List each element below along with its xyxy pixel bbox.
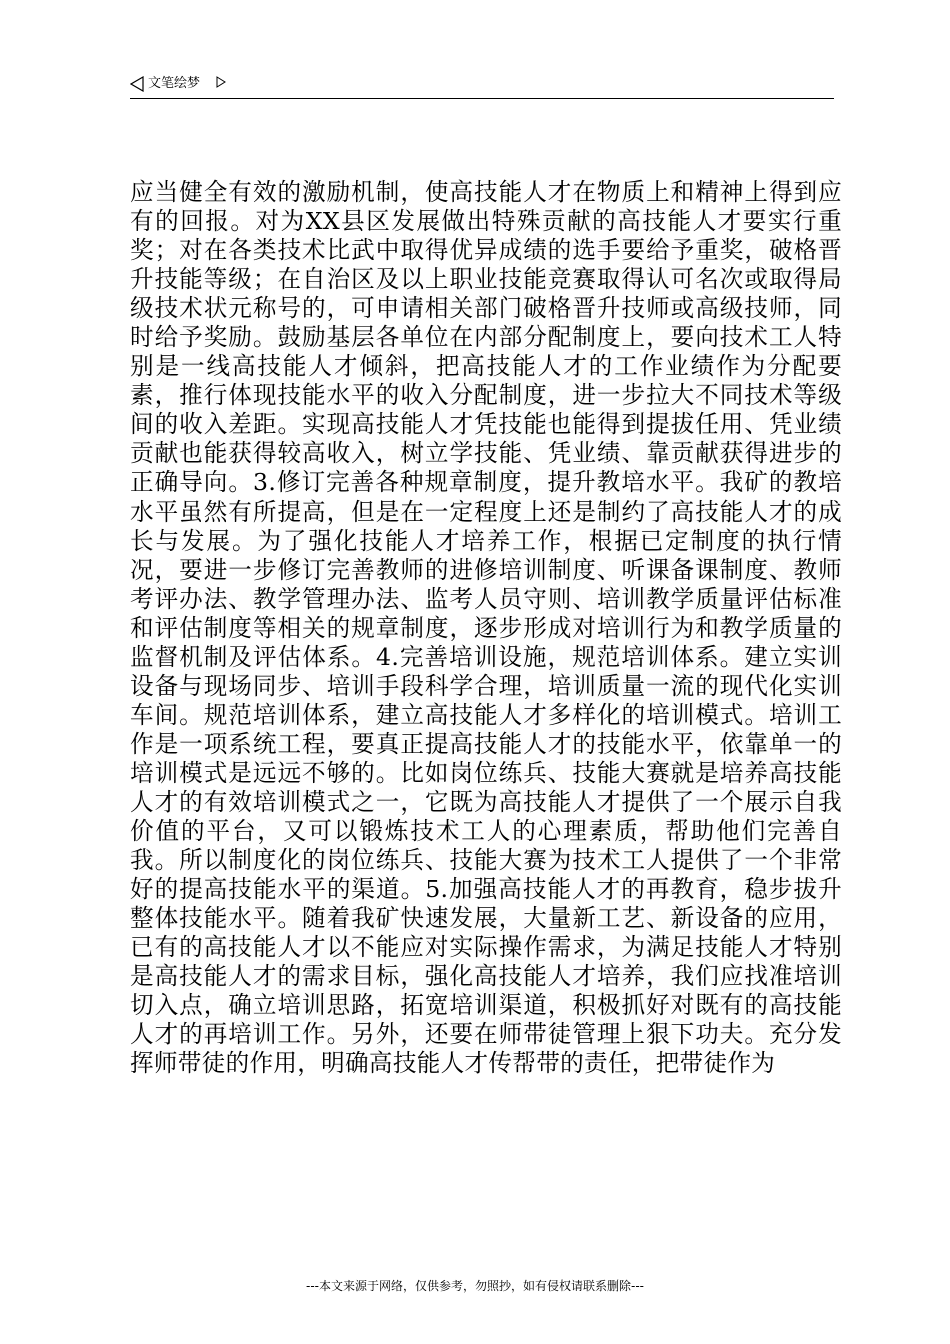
body-paragraph: 应当健全有效的激励机制，使高技能人才在物质上和精神上得到应有的回报。对为XX县区发展做出特殊贡献的高技能人才要实行重奖；对在各类技术比武中取得优异成绩的选手要给予重奖，破格晋升技能等级；在自治区及以上职业技能竞赛取得认可名次或取得局级技术状元称号的，可申请相关部门破格晋升技师或高级技师，同时给予奖励。鼓励基层各单位在内部分配制度上，要向技术工人特别是一线高技能人才倾斜，把高技能人才的工作业绩作为分配要素，推行体现技能水平的收入分配制度，进一步拉大不同技术等级间的收入差距。实现高技能人才凭技能也能得到提拔任用、凭业绩贡献也能获得较高收入，树立学技能、凭业绩、靠贡献获得进步的正确导向。3.修订完善各种规章制度，提升教培水平。我矿的教培水平虽然有所提高，但是在一定程度上还是制约了高技能人才的成长与发展。为了强化技能人才培养工作，根据已定制度的执行情况，要进一步修订完善教师的进修培训制度、听课备课制度、教师考评办法、教学管理办法、监考人员守则、培训教学质量评估标准和评估制度等相关的规章制度，逐步形成对培训行为和教学质量的监督机制及评估体系。4.完善培训设施，规范培训体系。建立实训设备与现场同步、培训手段科学合理，培训质量一流的现代化实训车间。规范培训体系，建立高技能人才多样化的培训模式。培训工作是一项系统工程，要真正提高技能人才的技能水平，依靠单一的培训模式是远远不够的。比如岗位练兵、技能大赛就是培养高技能人才的有效培训模式之一，它既为高技能人才提供了一个展示自我价值的平台，又可以锻炼技术工人的心理素质，帮助他们完善自我。所以制度化的岗位练兵、技能大赛为技术工人提供了一个非常好的提高技能水平的渠道。5.加强高技能人才的再教育，稳步拔升整体技能水平。随着我矿快速发展，大量新工艺、新设备的应用，已有的高技能人才以不能应对实际操作需求，为满足技能人才特别是高技能人才的需求目标，强化高技能人才培养，我们应找准培训切入点，确立培训思路，拓宽培训渠道，积极抓好对既有的高技能人才的再培训工作。另外，还要在师带徒管理上狠下功夫。充分发挥师带徒的作用，明确高技能人才传帮带的责任，把带徒作为: [130, 178, 842, 1078]
header-title: 文笔绘梦: [148, 76, 201, 91]
triangle-right-icon: [216, 76, 226, 88]
page-header: [130, 74, 834, 99]
triangle-left-icon: [130, 76, 144, 92]
footer-notice: ---本文来源于网络，仅供参考，勿照抄，如有侵权请联系删除---: [306, 1279, 644, 1293]
